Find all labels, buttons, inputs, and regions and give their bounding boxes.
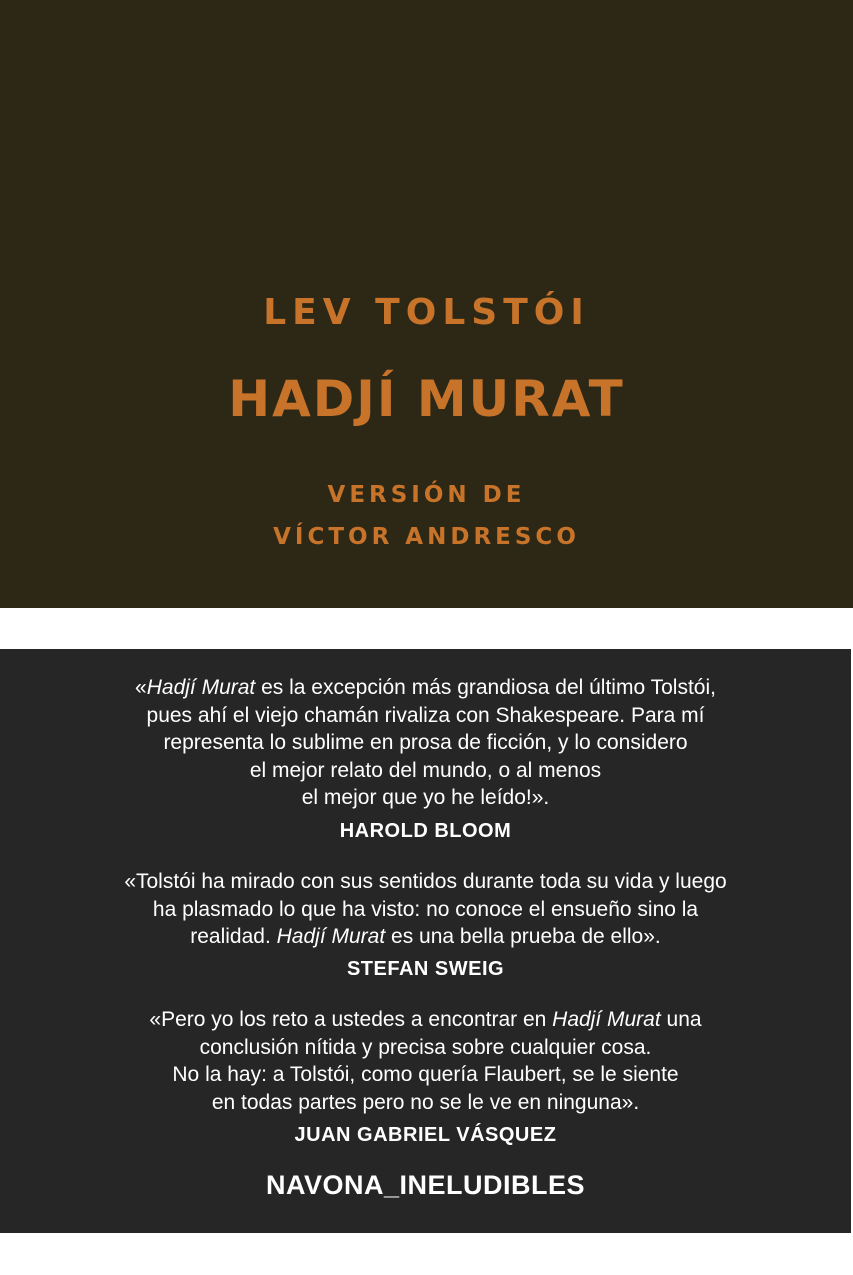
quote-line: en todas partes pero no se le ve en ninguna».	[211, 1090, 640, 1114]
quote-juan-gabriel-vasquez	[40, 1006, 811, 1116]
version-label: VERSIÓN DE	[327, 482, 526, 508]
front-cover-panel	[0, 0, 853, 608]
quote-line: realidad. Hadjí Murat es una bella prueba de ello».	[190, 925, 661, 948]
quote-attribution: STEFAN SWEIG	[346, 958, 505, 980]
quote-harold-bloom	[40, 674, 811, 812]
quote-line: pues ahí el viejo chamán rivaliza con Shakespeare. Para mí	[146, 703, 705, 727]
quote-stefan-sweig	[40, 868, 811, 951]
quote-line: «Hadjí Murat es la excepción más grandiosa del último Tolstói,	[135, 676, 716, 699]
translator-credit	[0, 474, 853, 558]
quote-attribution: JUAN GABRIEL VÁSQUEZ	[294, 1124, 557, 1146]
quote-line: el mejor que yo he leído!».	[301, 786, 550, 809]
series-name: NAVONA_INELUDIBLES	[265, 1170, 586, 1200]
quote-line: «Pero yo los reto a ustedes a encontrar en Hadjí Murat una	[149, 1008, 702, 1031]
back-cover-panel	[0, 649, 851, 1233]
quote-line: representa lo sublime en prosa de ficción, y lo considero	[163, 731, 688, 754]
book-title: HADJÍ MURAT	[228, 370, 625, 428]
translator-name: VÍCTOR ANDRESCO	[273, 524, 580, 550]
quote-line: conclusión nítida y precisa sobre cualquier cosa.	[199, 1035, 652, 1059]
quote-attribution: HAROLD BLOOM	[339, 820, 512, 842]
quote-line: «Tolstói ha mirado con sus sentidos durante toda su vida y luego	[124, 870, 727, 893]
quote-line: el mejor relato del mundo, o al menos	[249, 758, 602, 782]
author-name: LEV TOLSTÓI	[263, 292, 590, 333]
quote-line: No la hay: a Tolstói, como quería Flaubert, se le siente	[172, 1063, 679, 1086]
quote-line: ha plasmado lo que ha visto: no conoce el ensueño sino la	[152, 897, 699, 921]
